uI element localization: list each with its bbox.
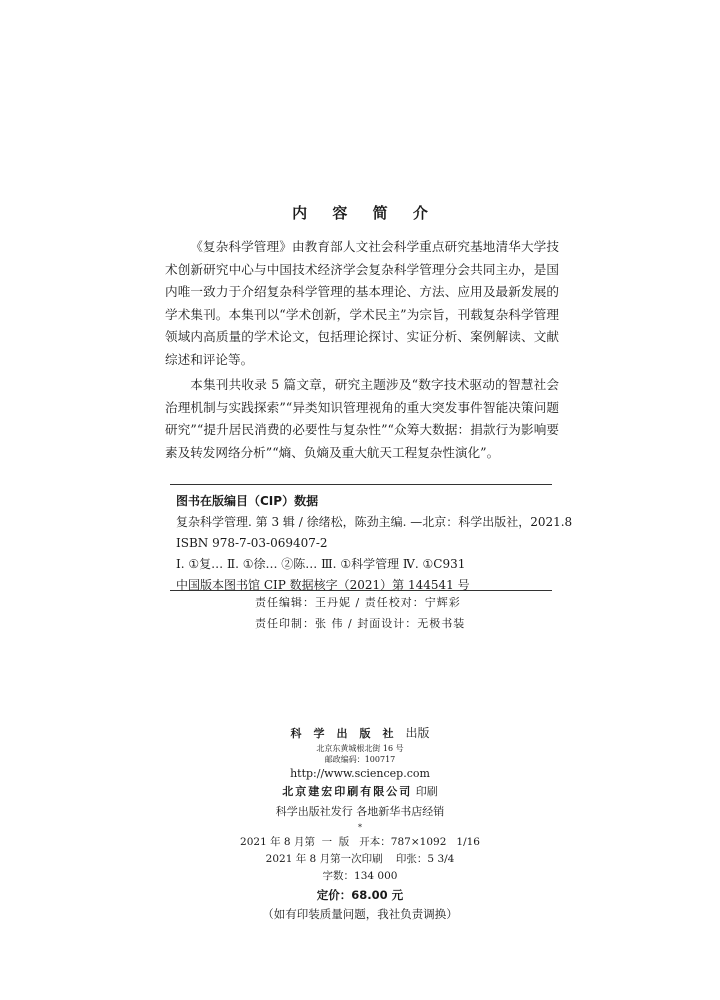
printer-name: 北京建宏印刷有限公司 xyxy=(282,785,413,798)
printer-suffix: 印刷 xyxy=(415,785,438,798)
printer-line xyxy=(160,782,560,802)
imprint-block xyxy=(160,724,560,923)
publisher-line xyxy=(160,724,560,743)
intro-paragraph-2: 本集刊共收录 5 篇文章，研究主题涉及“数字技术驱动的智慧社会治理机制与实践探索”“异类知识管理视角的重大突发事件智能决策问题研究”“提升居民消费的必要性与复杂性”“众筹大数据：捐款行为影响要素及转发网络分析”“熵、负熵及重大航天工程复杂性演化”。 xyxy=(165,377,559,460)
cip-top-divider xyxy=(170,484,552,485)
publisher-address: 北京东黄城根北街 16 号 xyxy=(316,744,404,753)
edition-line: 2021 年 8 月第 一 版 开本：787×1092 1/16 xyxy=(240,836,480,848)
publisher-suffix: 出版 xyxy=(405,726,430,740)
quality-notice: （如有印装质量问题，我社负责调换） xyxy=(262,907,458,921)
cip-line-classification: Ⅰ. ①复… Ⅱ. ①徐… ②陈… Ⅲ. ①科学管理 Ⅳ. ①C931 xyxy=(176,557,466,571)
cip-line-record: 中国版本图书馆 CIP 数据核字（2021）第 144541 号 xyxy=(176,578,470,592)
word-count-line: 字数：134 000 xyxy=(322,870,398,882)
publisher-name: 科学出版社 xyxy=(290,727,406,740)
publisher-url: http://www.sciencep.com xyxy=(290,767,430,780)
printing-line: 2021 年 8 月第一次印刷 印张：5 3/4 xyxy=(265,853,455,865)
introduction xyxy=(165,236,559,467)
intro-paragraph-1: 《复杂科学管理》由教育部人文社会科学重点研究基地清华大学技术创新研究中心与中国技术经济学会复杂科学管理分会共同主办，是国内唯一致力于介绍复杂科学管理的基本理论、方法、应用及最新发展的学术集刊。本集刊以“学术创新，学术民主”为宗旨，刊载复杂科学管理领域内高质量的学术论文，包括理论探讨、实证分析、案例解读、文献综述和评论等。 xyxy=(165,239,559,367)
price-line: 定价：68.00 元 xyxy=(316,888,404,902)
credits-production: 责任印制：张 伟 / 封面设计：无极书装 xyxy=(255,617,466,630)
separator-mark: * xyxy=(358,823,362,832)
credits-block xyxy=(255,592,575,634)
cip-heading: 图书在版编目（CIP）数据 xyxy=(176,494,319,508)
distribution-line: 科学出版社发行 各地新华书店经销 xyxy=(275,805,445,818)
cip-line-isbn: ISBN 978-7-03-069407-2 xyxy=(176,536,328,550)
page-title: 内 容 简 介 xyxy=(292,204,438,222)
cip-block xyxy=(176,491,573,596)
publisher-postcode: 邮政编码：100717 xyxy=(324,755,396,764)
credits-editors: 责任编辑：王丹妮 / 责任校对：宁辉彩 xyxy=(255,596,461,609)
cip-bottom-divider xyxy=(170,590,552,591)
cip-line-title: 复杂科学管理. 第 3 辑 / 徐绪松，陈劲主编. —北京：科学出版社，2021.8 xyxy=(176,515,573,529)
